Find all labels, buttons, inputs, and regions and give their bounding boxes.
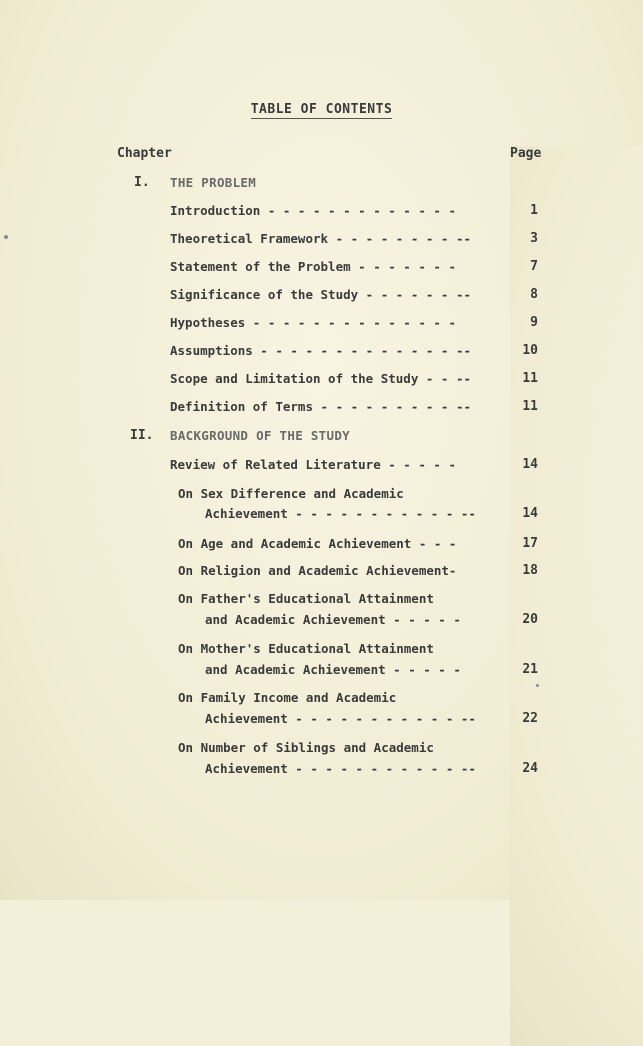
toc-entry-text: Review of Related Literature - - - - - bbox=[170, 457, 456, 472]
toc-subentry-text: On Mother's Educational Attainment bbox=[178, 641, 434, 656]
toc-subentry-text: On Number of Siblings and Academic bbox=[178, 740, 434, 755]
toc-subentry-text: On Family Income and Academic bbox=[178, 690, 397, 705]
paper-speck bbox=[536, 684, 539, 687]
chapter-column-header: Chapter bbox=[117, 146, 172, 161]
toc-entry-page: 21 bbox=[522, 662, 538, 677]
page-column-header: Page bbox=[510, 146, 643, 1046]
toc-entry-page: 7 bbox=[530, 259, 538, 274]
toc-entry-page: 1 bbox=[530, 203, 538, 218]
page-title bbox=[0, 102, 643, 117]
toc-entry-text: Assumptions - - - - - - - - - - - - - -- bbox=[170, 343, 472, 358]
paper-speck bbox=[4, 235, 8, 239]
toc-entry-page: 17 bbox=[522, 536, 538, 551]
chapter-title: BACKGROUND OF THE STUDY bbox=[170, 428, 350, 443]
toc-entry-page: 11 bbox=[522, 371, 538, 386]
toc-entry-page: 8 bbox=[530, 287, 538, 302]
toc-entry-page: 20 bbox=[522, 612, 538, 627]
toc-subentry-text: On Religion and Academic Achievement- bbox=[178, 563, 457, 578]
toc-entry-page: 9 bbox=[530, 315, 538, 330]
toc-subentry-text: On Age and Academic Achievement - - - bbox=[178, 536, 457, 551]
toc-entry-text: Statement of the Problem - - - - - - - bbox=[170, 259, 456, 274]
toc-subentry-text: Achievement - - - - - - - - - - - -- bbox=[205, 711, 476, 726]
toc-subentry-text: On Father's Educational Attainment bbox=[178, 591, 434, 606]
toc-entry-page: 11 bbox=[522, 399, 538, 414]
toc-subentry-text: and Academic Achievement - - - - - bbox=[205, 612, 461, 627]
chapter-title: THE PROBLEM bbox=[170, 175, 257, 190]
toc-entry-text: Scope and Limitation of the Study - - -- bbox=[170, 371, 472, 386]
toc-entry-page: 10 bbox=[522, 343, 538, 358]
toc-entry-text: Hypotheses - - - - - - - - - - - - - - bbox=[170, 315, 456, 330]
toc-entry-page: 22 bbox=[522, 711, 538, 726]
toc-entry-page: 14 bbox=[522, 506, 538, 521]
toc-entry-page: 3 bbox=[530, 231, 538, 246]
toc-subentry-text: On Sex Difference and Academic bbox=[178, 486, 404, 501]
toc-subentry-text: Achievement - - - - - - - - - - - -- bbox=[205, 761, 476, 776]
toc-entry-text: Theoretical Framework - - - - - - - - -- bbox=[170, 231, 472, 246]
toc-entry-page: 14 bbox=[522, 457, 538, 472]
chapter-numeral: I. bbox=[134, 175, 150, 190]
toc-entry-page: 24 bbox=[522, 761, 538, 776]
toc-entry-text: Introduction - - - - - - - - - - - - - bbox=[170, 203, 456, 218]
toc-entry-text: Significance of the Study - - - - - - -- bbox=[170, 287, 472, 302]
chapter-numeral: II. bbox=[130, 428, 154, 443]
toc-entry-page: 18 bbox=[522, 563, 538, 578]
toc-entry-text: Definition of Terms - - - - - - - - - -- bbox=[170, 399, 472, 414]
toc-subentry-text: and Academic Achievement - - - - - bbox=[205, 662, 461, 677]
page-title-text: TABLE OF CONTENTS bbox=[250, 102, 393, 117]
toc-subentry-text: Achievement - - - - - - - - - - - -- bbox=[205, 506, 476, 521]
